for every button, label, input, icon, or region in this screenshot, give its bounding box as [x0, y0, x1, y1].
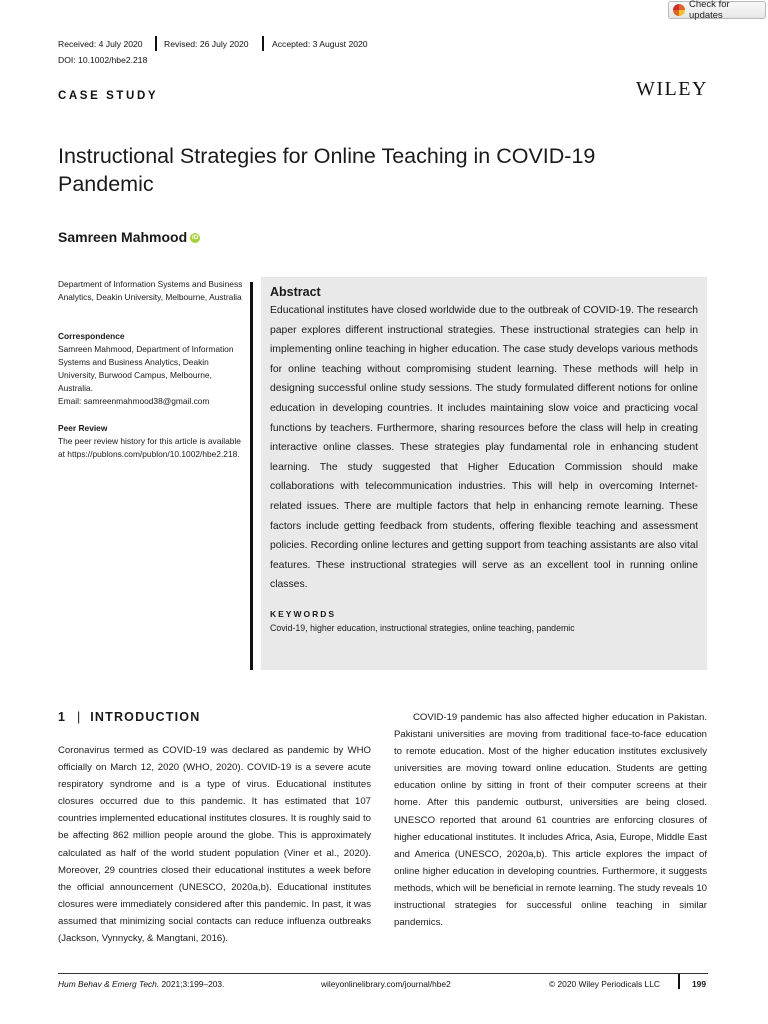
check-for-updates-button[interactable]: [668, 1, 766, 19]
author-line: [58, 229, 200, 245]
keywords-heading: KEYWORDS: [270, 608, 337, 619]
abstract-rule: [250, 282, 253, 670]
page-number: 199: [692, 979, 706, 989]
footer-rule: [58, 973, 708, 974]
section-separator: |: [76, 710, 81, 724]
check-for-updates-label: Check for updates: [689, 0, 730, 21]
abstract-heading: Abstract: [270, 285, 321, 299]
peer-review: [58, 422, 243, 461]
section-title: INTRODUCTION: [90, 710, 201, 724]
abstract-text: Educational institutes have closed worldwide due to the outbreak of COVID-19. The research paper explores different instructional strategies. These instructional strategies can help in implementing online teaching in higher education. The case study develops various methods for online teaching without compromising student learning. These methods will help in designing successful online study sessions. The study formulated different notions for online education in developing countries. It includes maintaining slow voice and practicing vocal functions by teachers. Furthermore, sharing resources before the class will help in creating interactive online classes. These strategies play fundamental role in enhancing student learning. The study suggested that Higher Education Commission should make collaborations with telecommunication industries. This will help in overcoming Internet-related issues. There are multiple factors that help in enhancing remote learning. These factors include getting feedback from students, offering flexible teaching and assessment policies. Recording online lectures and getting support from teaching assistants are also vital features. These instructional strategies will serve as an excellent tool in running online classes.: [270, 305, 698, 591]
abstract-box: [261, 277, 707, 670]
affiliation-text: Department of Information Systems and Business Analytics, Deakin University, Melbourne, Australia: [58, 279, 243, 302]
meta-divider: [155, 36, 157, 51]
received-date: Received: 4 July 2020: [58, 39, 143, 49]
revised-date: Revised: 26 July 2020: [164, 39, 249, 49]
footer-url[interactable]: wileyonlinelibrary.com/journal/hbe2: [321, 979, 451, 989]
footer-divider: [678, 974, 680, 989]
footer-copyright: © 2020 Wiley Periodicals LLC: [549, 979, 660, 989]
orcid-icon[interactable]: iD: [191, 234, 199, 241]
publisher-logo: WILEY: [636, 78, 708, 100]
author-name[interactable]: Samreen Mahmood: [58, 229, 188, 245]
article-type: CASE STUDY: [58, 90, 159, 102]
crossmark-icon: [673, 4, 685, 16]
accepted-date: Accepted: 3 August 2020: [272, 39, 368, 49]
journal-volume: 2021;3:199–203.: [159, 979, 225, 989]
correspondence: [58, 330, 243, 408]
section-number: 1: [58, 710, 65, 724]
peer-review-text: The peer review history for this article is available at https://publons.com/publon/10.1002/hbe2.218.: [58, 436, 241, 459]
body-column-left: Coronavirus termed as COVID-19 was declared as pandemic by WHO officially on March 12, 2020 (WHO, 2020). COVID-19 is a severe acute respiratory syndrome and is a type of virus. Educational institutes closures occurred due to this pandemic. It has estimated that 107 countries implemented educational institutes closures. It is roughly said to be affecting 862 million people around the globe. This is approximately calculated as half of the world student population (Viner et al., 2020). Moreover, 29 countries closed their educational institutes a week before the official announcement (UNESCO, 2020a,b). Educational institutes closures were immediately considered after this pandemic. In past, it was assumed that minimizing social contacts can reduce influenza outbreaks (Jackson, Vynnycky, & Mangtani, 2016).: [58, 745, 371, 945]
keywords-text: Covid-19, higher education, instructional strategies, online teaching, pandemic: [270, 622, 575, 633]
peer-review-heading: Peer Review: [58, 423, 108, 433]
correspondence-email[interactable]: Email: samreenmahmood38@gmail.com: [58, 396, 210, 406]
correspondence-heading: Correspondence: [58, 331, 125, 341]
journal-name: Hum Behav & Emerg Tech.: [58, 979, 160, 989]
section-heading: [58, 710, 200, 724]
body-column-right: COVID-19 pandemic has also affected higher education in Pakistan. Pakistani universities are moving from traditional face-to-face education to remote education. Most of the higher education institutes exclusively universities are moving toward online education. Students are getting education online by sitting in front of their computer screens at their home. After this pandemic outburst, universities are being closed. UNESCO reported that around 61 countries are enforcing closures of higher educational institutes. It includes Africa, Asia, Europe, Middle East and America (UNESCO, 2020a,b). This article explores the impact of online higher education in developing countries. Furthermore, it suggests methods, which will be beneficial in remote learning. The study reveals 10 instructional strategies for successful online teaching in similar pandemics.: [394, 712, 707, 929]
meta-divider: [262, 36, 264, 51]
article-title: Instructional Strategies for Online Teaching in COVID-19 Pandemic: [58, 144, 596, 196]
footer-citation: [58, 979, 224, 989]
affiliation: [58, 278, 243, 304]
correspondence-address: Samreen Mahmood, Department of Information Systems and Business Analytics, Deakin University, Burwood Campus, Melbourne, Australia.: [58, 344, 234, 393]
doi[interactable]: DOI: 10.1002/hbe2.218: [58, 55, 148, 65]
